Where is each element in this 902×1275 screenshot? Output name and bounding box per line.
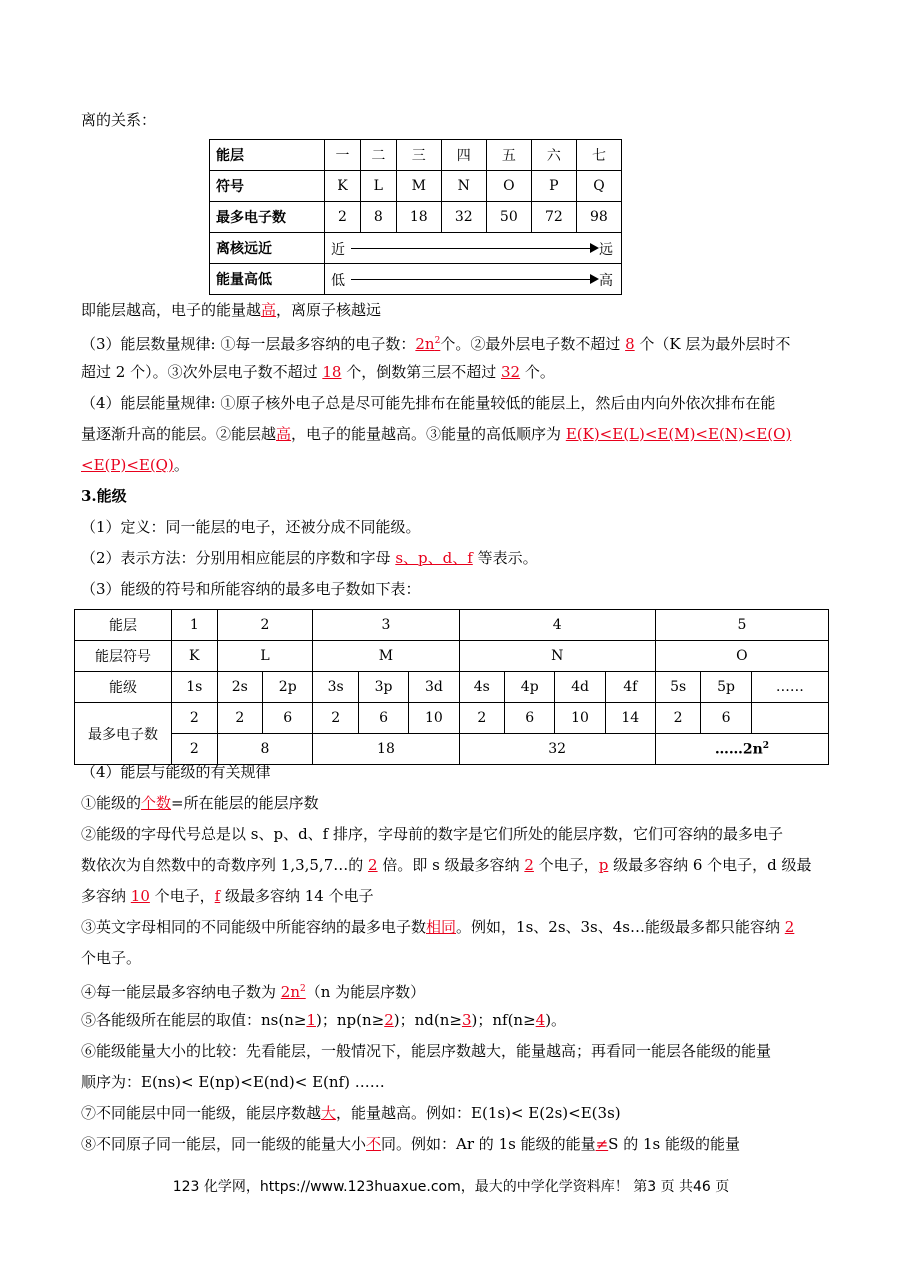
answer-base: 2n	[415, 335, 435, 353]
superscript: 2	[762, 740, 770, 751]
answer: E(K)<E(L)<E(M)<E(N)<E(O)	[565, 425, 792, 443]
table-cell: 3d	[409, 672, 459, 703]
table-row	[210, 233, 622, 264]
table-cell: 3	[313, 610, 459, 641]
row-label: 能层	[75, 610, 172, 641]
answer: 不	[366, 1135, 382, 1153]
text: ①能级的	[81, 794, 142, 812]
paragraph	[81, 1134, 740, 1154]
cell-text: ……2n	[714, 741, 763, 758]
answer: f	[214, 887, 221, 905]
answer: 32	[501, 363, 521, 381]
answer: 高	[261, 301, 277, 319]
table-cell: 二	[360, 140, 396, 171]
table-cell: 6	[701, 703, 751, 734]
text: ⑤各能级所在能层的取值：ns(n≥	[81, 1011, 307, 1029]
table-cell: L	[360, 171, 396, 202]
paragraph	[81, 1010, 566, 1030]
paragraph	[81, 855, 812, 875]
table-cell: Q	[576, 171, 621, 202]
text: )。	[545, 1011, 567, 1029]
table-cell: M	[313, 641, 459, 672]
section-heading: 3.能级	[81, 487, 127, 505]
answer: ≠	[595, 1135, 609, 1153]
table-cell: K	[172, 641, 218, 672]
text: ⑧不同原子同一能层，同一能级的能量大小	[81, 1135, 367, 1153]
table-row	[210, 264, 622, 295]
answer: p	[598, 856, 609, 874]
text: 同。例如：Ar 的 1s 能级的能量	[381, 1135, 596, 1153]
arrow-right-label: 高	[599, 273, 613, 289]
table-cell: 72	[531, 202, 576, 233]
row-label: 最多电子数	[210, 202, 325, 233]
superscript: 2	[300, 984, 306, 994]
text: ，能量越高。例如：E(1s)< E(2s)<E(3s)	[336, 1104, 621, 1122]
paragraph	[81, 917, 794, 937]
table-cell: 四	[441, 140, 486, 171]
paragraph: （3）能级的符号和所能容纳的最多电子数如下表：	[81, 580, 421, 598]
table-cell: 4s	[459, 672, 505, 703]
answer: 2	[384, 1011, 394, 1029]
table-cell: 1s	[172, 672, 218, 703]
energy-arrow-cell	[325, 264, 622, 295]
table-cell: 6	[505, 703, 555, 734]
text: ③英文字母相同的不同能级中所能容纳的最多电子数	[81, 918, 427, 936]
text: 个。	[520, 363, 555, 381]
paragraph: ⑥能级能量大小的比较：先看能层，一般情况下，能层序数越大，能量越高；再看同一能层各能级的能量	[81, 1042, 772, 1060]
text: ，离原子核越远	[276, 301, 382, 319]
text: =所在能层的能层序数	[171, 794, 319, 812]
answer: 2	[784, 918, 795, 936]
text: 即能层越高，电子的能量越	[81, 301, 262, 319]
table-cell: 98	[576, 202, 621, 233]
row-label: 离核远近	[210, 233, 325, 264]
text: ④每一能层最多容纳电子数为	[81, 983, 281, 1001]
table-cell: O	[486, 171, 531, 202]
arrow-line	[351, 279, 591, 280]
table-cell: 七	[576, 140, 621, 171]
paragraph	[81, 424, 791, 444]
arrow-line	[351, 248, 591, 249]
text: 。例如，1s、2s、3s、4s…能级最多都只能容纳	[456, 918, 785, 936]
text: 级最多容纳 6 个电子，d 级最	[608, 856, 812, 874]
text: )；np(n≥	[316, 1011, 385, 1029]
paragraph	[81, 331, 790, 354]
paragraph	[81, 300, 381, 320]
text: 个电子，	[149, 887, 215, 905]
table-cell: 2p	[263, 672, 313, 703]
text: 倍。即 s 级最多容纳	[377, 856, 525, 874]
answer: 1	[306, 1011, 316, 1029]
answer	[281, 983, 306, 1001]
table-cell: K	[325, 171, 361, 202]
table-cell: 4f	[605, 672, 655, 703]
table-row	[75, 672, 829, 703]
table-cell: 3p	[358, 672, 408, 703]
answer: 10	[130, 887, 150, 905]
text: 超过 2 个）。③次外层电子数不超过	[81, 363, 323, 381]
paragraph: （4）能层与能级的有关规律	[81, 763, 271, 781]
table-cell: 3s	[313, 672, 359, 703]
row-label: 能层符号	[75, 641, 172, 672]
arrow-right-label: 远	[599, 242, 613, 258]
table-cell: 三	[396, 140, 441, 171]
table-cell: 5p	[701, 672, 751, 703]
table-row	[75, 734, 829, 765]
page-footer: 123 化学网，https://www.123huaxue.com，最大的中学化学资料库！ 第3 页 共46 页	[172, 1179, 730, 1195]
table-cell: 10	[555, 703, 605, 734]
text: 多容纳	[81, 887, 131, 905]
text: 量逐渐升高的能层。②能层越	[81, 425, 277, 443]
table-cell: 8	[217, 734, 313, 765]
answer: 高	[276, 425, 292, 443]
text: （4）能层能量规律: ①原子核外电子总是尽可能先排布在能量较低的能层上，然后由内向外依次排布在能	[81, 394, 776, 412]
table-cell: 5s	[655, 672, 701, 703]
arrow-right-icon	[590, 243, 599, 253]
arrow-left-label: 近	[331, 242, 345, 258]
answer: 2	[368, 856, 378, 874]
table-row	[210, 171, 622, 202]
answer: <E(P)<E(Q)	[81, 456, 174, 474]
table-cell: 六	[531, 140, 576, 171]
energy-shell-table	[209, 139, 622, 295]
paragraph	[81, 979, 425, 1002]
answer-base: 2n	[280, 983, 300, 1001]
table-cell	[751, 703, 828, 734]
row-label: 最多电子数	[75, 703, 172, 765]
paragraph	[81, 548, 538, 568]
text: 级最多容纳 14 个电子	[220, 887, 374, 905]
table-cell: 18	[313, 734, 459, 765]
table-cell: 6	[358, 703, 408, 734]
table-cell: P	[531, 171, 576, 202]
table-cell: 2	[217, 703, 263, 734]
text: )；nd(n≥	[393, 1011, 462, 1029]
table-cell: 一	[325, 140, 361, 171]
paragraph: 个电子。	[81, 949, 142, 967]
table-cell: 2	[459, 703, 505, 734]
table-cell: N	[441, 171, 486, 202]
text: 个，倒数第三层不超过	[341, 363, 501, 381]
table-cell: 2	[325, 202, 361, 233]
table-cell: O	[655, 641, 828, 672]
table-cell: 2	[217, 610, 313, 641]
text: 等表示。	[472, 549, 538, 567]
paragraph	[81, 1103, 621, 1123]
table-cell: 4	[459, 610, 655, 641]
text: ，电子的能量越高。③能量的高低顺序为	[291, 425, 566, 443]
answer	[415, 335, 440, 353]
table-cell: 10	[409, 703, 459, 734]
row-label: 符号	[210, 171, 325, 202]
text: 。	[173, 456, 189, 474]
table-row	[75, 610, 829, 641]
text: S 的 1s 能级的能量	[608, 1135, 740, 1153]
answer: 4	[535, 1011, 546, 1029]
table-cell: 2	[172, 734, 218, 765]
table-cell: ……	[751, 672, 828, 703]
arrow-right-icon	[590, 274, 599, 284]
table-cell: 5	[655, 610, 828, 641]
text: ⑦不同能层中同一能级，能层序数越	[81, 1104, 322, 1122]
table-cell: 2s	[217, 672, 263, 703]
paragraph: 顺序为：E(ns)< E(np)<E(nd)< E(nf) ……	[81, 1073, 385, 1091]
text: 个（K 层为最外层时不	[634, 335, 791, 353]
arrow-left-label: 低	[331, 273, 345, 289]
table-row	[75, 641, 829, 672]
text: 个。②最外层电子数不超过	[440, 335, 626, 353]
table-cell: 32	[441, 202, 486, 233]
table-cell: 6	[263, 703, 313, 734]
answer: 大	[321, 1104, 337, 1122]
text: （2）表示方法：分别用相应能层的序数和字母	[81, 549, 396, 567]
table-cell: 2	[172, 703, 218, 734]
text: 数依次为自然数中的奇数序列 1,3,5,7…的	[81, 856, 369, 874]
table-cell: 2	[313, 703, 359, 734]
text: （n 为能层序数）	[305, 983, 426, 1001]
table-cell: 4p	[505, 672, 555, 703]
text: （3）能层数量规律: ①每一层最多容纳的电子数：	[81, 335, 416, 353]
answer: 个数	[141, 794, 172, 812]
table-cell: 五	[486, 140, 531, 171]
table-cell: 50	[486, 202, 531, 233]
answer: 8	[625, 335, 635, 353]
text: 个电子，	[533, 856, 599, 874]
answer: 相同	[426, 918, 457, 936]
row-label: 能量高低	[210, 264, 325, 295]
row-label: 能级	[75, 672, 172, 703]
paragraph	[81, 393, 775, 413]
superscript: 2	[434, 336, 441, 346]
table-cell: 18	[396, 202, 441, 233]
paragraph: （1）定义：同一能层的电子，还被分成不同能级。	[81, 518, 421, 536]
table-cell: 14	[605, 703, 655, 734]
paragraph: ②能级的字母代号总是以 s、p、d、f 排序，字母前的数字是它们所处的能层序数，它们可容纳的最多电子	[81, 825, 783, 843]
row-label: 能层	[210, 140, 325, 171]
text: )；nf(n≥	[471, 1011, 536, 1029]
table-row	[210, 140, 622, 171]
energy-level-table	[74, 609, 829, 765]
table-cell: 1	[172, 610, 218, 641]
table-row	[210, 202, 622, 233]
intro-text: 离的关系：	[81, 111, 157, 129]
paragraph	[81, 793, 319, 813]
table-row	[75, 703, 829, 734]
table-cell	[655, 734, 828, 765]
answer: s、p、d、f	[395, 549, 473, 567]
table-cell: M	[396, 171, 441, 202]
table-cell: 4d	[555, 672, 605, 703]
table-cell: 32	[459, 734, 655, 765]
answer: 18	[322, 363, 342, 381]
table-cell: 2	[655, 703, 701, 734]
distance-arrow-cell	[325, 233, 622, 264]
answer: 2	[524, 856, 534, 874]
table-cell: L	[217, 641, 313, 672]
paragraph	[81, 455, 189, 475]
paragraph	[81, 886, 374, 906]
table-cell: N	[459, 641, 655, 672]
answer: 3	[461, 1011, 472, 1029]
table-cell: 8	[360, 202, 396, 233]
paragraph	[81, 362, 555, 382]
